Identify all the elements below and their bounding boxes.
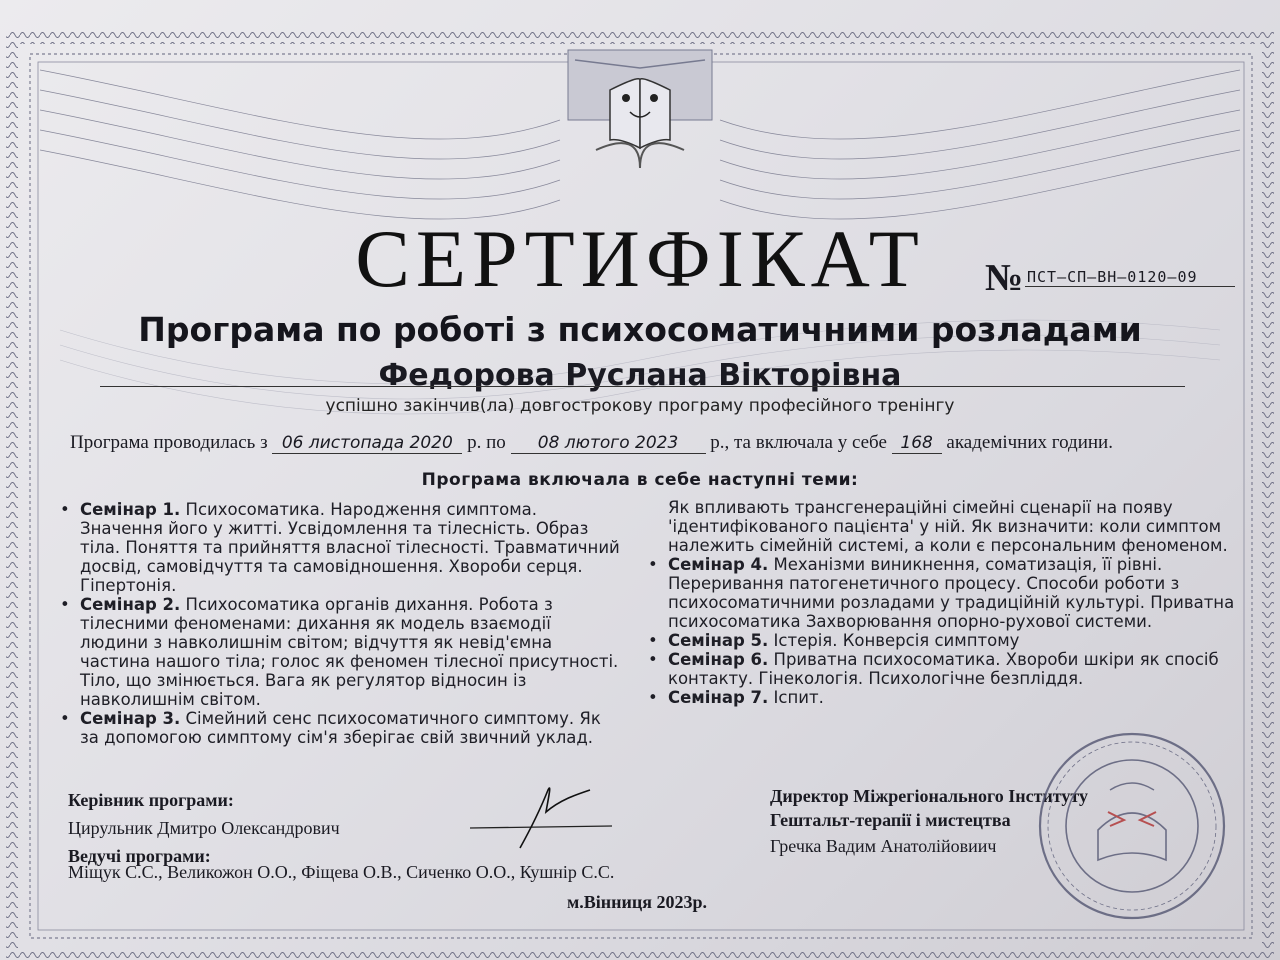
period-text-1: Програма проводилась з (70, 432, 268, 453)
seminar-item: • Семінар 3. Сімейний сенс психосоматичного симптому. Як за допомогою симптому сім'я зберігає свій звичний уклад. (60, 709, 601, 747)
seminar-item: • Семінар 4. Механізми виникнення, соматизація, її рівні. Переривання патогенетичного процесу. Способи роботи з психосоматичними розладами у традиційній культурі. Приватна психосоматика Захворювання опорно-рухової системи. (648, 555, 1235, 631)
seminar-label: Семінар 6. (668, 650, 769, 669)
city-year: м.Вінниця 2023р. (567, 892, 708, 912)
program-period (70, 432, 1113, 454)
seminar-text: Іспит. (773, 688, 824, 707)
completed-text: успішно закінчив(ла) довгострокову програму професійного тренінгу (325, 396, 955, 416)
period-text-4: академічних години. (946, 432, 1113, 453)
seminar-text: Психосоматика. Народження симптома. Значення його у житті. Усвідомлення та тілесність. Образ тіла. Поняття та прийняття власної тілесності. Травматичний досвід, самовідчуття та самовідношення. Хвороби серця. Гіпертонія. (80, 500, 620, 595)
seminar-label: Семінар 7. (668, 688, 769, 707)
period-hours: 168 (892, 433, 942, 454)
seminars-left-column (60, 500, 620, 747)
period-end-date: 08 лютого 2023 (511, 433, 706, 454)
seminar-text: Механізми виникнення, соматизація, її рівні. Переривання патогенетичного процесу. Способи роботи з психосоматичними розладами у традиційній культурі. Приватна психосоматика Захворювання опорно-рухової системи. (668, 555, 1235, 631)
period-start-date: 06 листопада 2020 (272, 433, 462, 454)
name-underline (100, 386, 1185, 387)
period-text-2: р. по (467, 432, 506, 453)
certificate-number (985, 256, 1198, 300)
program-title: Програма по роботі з психосоматичними розладами (138, 310, 1142, 349)
seminar-label: Семінар 2. (80, 595, 181, 614)
program-head-name: Цирульник Дмитро Олександрович (68, 818, 340, 838)
seminar-label: Семінар 4. (668, 555, 769, 574)
director-name: Гречка Вадим Анатолійовиич (770, 836, 997, 856)
program-head-label: Керівник програми: (68, 790, 234, 810)
seminar-label: Семінар 1. (80, 500, 181, 519)
program-hosts-label: Ведучі програми: (68, 846, 211, 866)
period-text-3: р., та включала у себе (710, 432, 887, 453)
recipient-name: Федорова Руслана Вікторівна (378, 358, 902, 393)
number-sign: № (985, 257, 1024, 299)
seminar-text: Сімейний сенс психосоматичного симптому. Як за допомогою симптому сім'я зберігає свій звичний уклад. (80, 709, 601, 747)
seminar-text: Психосоматика органів дихання. Робота з тілесними феноменами: дихання як модель взаємодії людини з навколишнім світом; відчуття як невід'ємна частина нашого тіла; голос як феномен тілесної присутності. Тіло, що змінюється. Вага як регулятор відносин із навколишнім світом. (80, 595, 619, 709)
seminar-item: • Семінар 2. Психосоматика органів дихання. Робота з тілесними феноменами: дихання як модель взаємодії людини з навколишнім світом; відчуття як невід'ємна частина нашого тіла; голос як феномен тілесної присутності. Тіло, що змінюється. Вага як регулятор відносин із навколишнім світом. (60, 595, 619, 709)
seminars-right-column (648, 498, 1248, 707)
number-code: ПСТ–СП–ВН–0120–09 (1027, 268, 1198, 286)
seminar-label: Семінар 3. (80, 709, 181, 728)
seminar-label: Семінар 5. (668, 631, 769, 650)
seminar-item: • Семінар 5. Істерія. Конверсія симптому (648, 631, 1020, 650)
seminar-continuation: Як впливають трансгенераційні сімейні сценарії на появу 'ідентифікованого пацієнта' у ній. Як визначити: коли симптом належить сімейній системі, а коли є персональним феноменом. (668, 498, 1228, 555)
seminar-text: Приватна психосоматика. Хвороби шкіри як спосіб контакту. Гінекологія. Психологічне безпліддя. (668, 650, 1219, 688)
seminar-text: Істерія. Конверсія симптому (773, 631, 1020, 650)
seminar-item: • Семінар 7. Іспит. (648, 688, 824, 707)
topics-heading: Програма включала в себе наступні теми: (421, 470, 859, 490)
certificate-title: СЕРТИФІКАТ (355, 213, 925, 304)
director-line-2: Гештальт-терапії і мистецтва (770, 810, 1011, 830)
seminar-item: • Семінар 1. Психосоматика. Народження симптома. Значення його у житті. Усвідомлення та тілесність. Образ тіла. Поняття та прийняття власної тілесності. Травматичний досвід, самовідчуття та самовідношення. Хвороби серця. Гіпертонія. (60, 500, 620, 595)
director-line-1: Директор Міжрегіонального Інституту (770, 786, 1088, 806)
program-hosts-names: Міщук С.С., Великожон О.О., Фіщева О.В., Сиченко О.О., Кушнір С.С. (68, 862, 615, 882)
seminar-item: • Семінар 6. Приватна психосоматика. Хвороби шкіри як спосіб контакту. Гінекологія. Психологічне безпліддя. (648, 650, 1219, 688)
